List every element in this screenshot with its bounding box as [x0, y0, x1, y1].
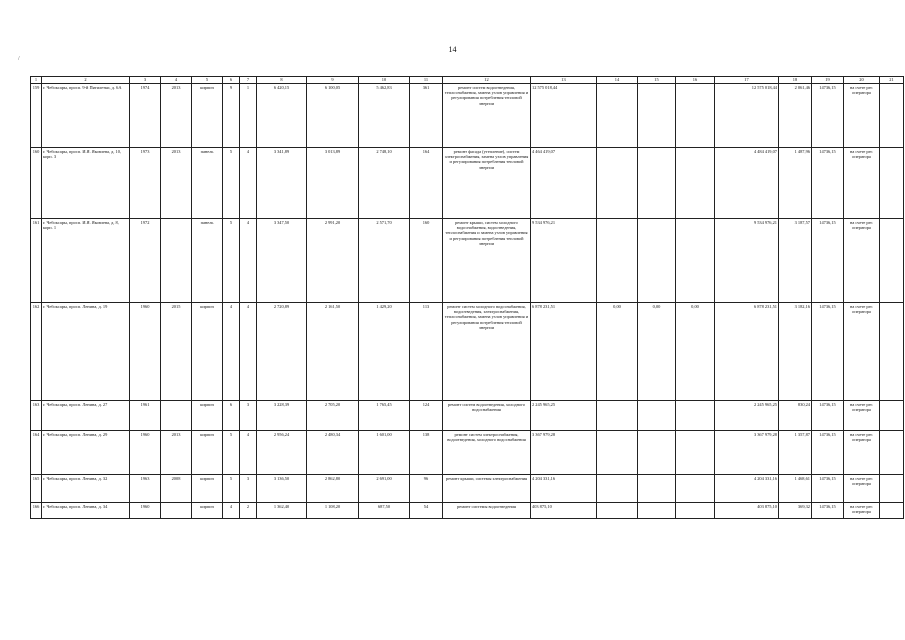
budget-cell: 0,00 — [638, 303, 676, 401]
col-number: 1 — [31, 77, 42, 84]
budget-cell — [638, 503, 676, 519]
address-cell: г. Чебоксары, просп. И.Я. Яковлева, д. 10, корп. 3 — [42, 148, 130, 219]
col-number: 16 — [676, 77, 715, 84]
year-built-cell: 1973 — [130, 148, 161, 219]
col-number: 14 — [597, 77, 638, 84]
total-area-cell: 3 341,89 — [257, 148, 307, 219]
limit-cost-cell: 14736,15 — [812, 401, 844, 431]
owners-funds-cell: 6 878 231,51 — [715, 303, 779, 401]
limit-cost-cell: 14736,15 — [812, 148, 844, 219]
fund-method-cell: на счете рег. оператора — [844, 84, 880, 148]
floors-cell: 5 — [223, 475, 240, 503]
unit-cost-cell: 2 061,46 — [779, 84, 812, 148]
residential-area-cell: 2 691,00 — [359, 475, 410, 503]
empty-cell — [880, 219, 904, 303]
owners-funds-cell: 2 245 965,25 — [715, 401, 779, 431]
floors-cell: 4 — [223, 303, 240, 401]
premises-area-cell: 3 013,89 — [307, 148, 359, 219]
entrances-cell: 2 — [240, 503, 257, 519]
col-number: 19 — [812, 77, 844, 84]
unit-cost-cell: 1 487,96 — [779, 148, 812, 219]
residents-cell: 113 — [410, 303, 443, 401]
wall-material-cell: кирпич — [192, 431, 223, 475]
wall-material-cell: кирпич — [192, 475, 223, 503]
fund-method-cell: на счете рег. оператора — [844, 475, 880, 503]
year-built-cell: 1974 — [130, 84, 161, 148]
residential-area-cell: 1 601,00 — [359, 431, 410, 475]
fund-support-cell — [597, 401, 638, 431]
col-number: 18 — [779, 77, 812, 84]
col-number: 15 — [638, 77, 676, 84]
local-budget-cell: 0,00 — [676, 303, 715, 401]
premises-area-cell: 2 480,34 — [307, 431, 359, 475]
row-number: 163 — [31, 401, 42, 431]
empty-cell — [880, 303, 904, 401]
table-row — [31, 148, 904, 219]
col-number: 11 — [410, 77, 443, 84]
budget-cell — [638, 84, 676, 148]
table-row — [31, 431, 904, 475]
residents-cell: 361 — [410, 84, 443, 148]
residents-cell: 138 — [410, 431, 443, 475]
margin-mark: / — [18, 56, 20, 62]
wall-material-cell: кирпич — [192, 401, 223, 431]
local-budget-cell — [676, 148, 715, 219]
col-number: 7 — [240, 77, 257, 84]
wall-material-cell: панель — [192, 219, 223, 303]
row-number: 159 — [31, 84, 42, 148]
entrances-cell: 4 — [240, 148, 257, 219]
works-cell: ремонт крыши, систем холодного водоснабжения, водоотведения, теплоснабжения и замена узлов управления и регулирования потребления тепловой энергии — [443, 219, 531, 303]
total-cost-cell: 6 878 231,51 — [531, 303, 597, 401]
year-built-cell: 1961 — [130, 401, 161, 431]
owners-funds-cell: 3 367 979,28 — [715, 431, 779, 475]
total-cost-cell: 3 367 979,28 — [531, 431, 597, 475]
total-area-cell: 2 720,89 — [257, 303, 307, 401]
premises-area-cell: 2 161,50 — [307, 303, 359, 401]
address-cell: г. Чебоксары, просп. Ленина, д. 27 — [42, 401, 130, 431]
unit-cost-cell: 3 182,16 — [779, 303, 812, 401]
limit-cost-cell: 14736,15 — [812, 431, 844, 475]
year-repair-cell — [161, 503, 192, 519]
residents-cell: 164 — [410, 148, 443, 219]
row-number: 161 — [31, 219, 42, 303]
year-built-cell: 1963 — [130, 475, 161, 503]
year-repair-cell — [161, 219, 192, 303]
total-cost-cell: 12 575 018,44 — [531, 84, 597, 148]
residential-area-cell: 1 429,20 — [359, 303, 410, 401]
budget-cell — [638, 431, 676, 475]
year-built-cell: 1960 — [130, 431, 161, 475]
works-cell: ремонт системы водоотведения — [443, 503, 531, 519]
limit-cost-cell: 14736,15 — [812, 303, 844, 401]
column-number-row — [31, 77, 904, 84]
owners-funds-cell: 403 875,10 — [715, 503, 779, 519]
year-repair-cell: 2015 — [161, 303, 192, 401]
works-cell: ремонт систем электроснабжения, водоотведения, холодного водоснабжения — [443, 431, 531, 475]
col-number: 21 — [880, 77, 904, 84]
residential-area-cell: 5 462,83 — [359, 84, 410, 148]
wall-material-cell: кирпич — [192, 503, 223, 519]
year-built-cell: 1960 — [130, 503, 161, 519]
total-cost-cell: 2 245 965,25 — [531, 401, 597, 431]
year-repair-cell: 2008 — [161, 475, 192, 503]
works-cell: ремонт крыши, системы электроснабжения — [443, 475, 531, 503]
works-cell: ремонт систем водоотведения, холодного водоснабжения — [443, 401, 531, 431]
fund-support-cell: 0,00 — [597, 303, 638, 401]
col-number: 4 — [161, 77, 192, 84]
empty-cell — [880, 401, 904, 431]
year-repair-cell: 2013 — [161, 148, 192, 219]
empty-cell — [880, 84, 904, 148]
works-cell: ремонт систем водоотведения, теплоснабжения, замена узлов управления и регулирования потребления тепловой энергии — [443, 84, 531, 148]
residents-cell: 160 — [410, 219, 443, 303]
floors-cell: 5 — [223, 219, 240, 303]
entrances-cell: 4 — [240, 431, 257, 475]
local-budget-cell — [676, 431, 715, 475]
residents-cell: 54 — [410, 503, 443, 519]
table-row — [31, 303, 904, 401]
unit-cost-cell: 369,32 — [779, 503, 812, 519]
entrances-cell: 4 — [240, 219, 257, 303]
col-number: 20 — [844, 77, 880, 84]
limit-cost-cell: 14736,15 — [812, 219, 844, 303]
address-cell: г. Чебоксары, просп. Ленина, д. 19 — [42, 303, 130, 401]
residents-cell: 124 — [410, 401, 443, 431]
budget-cell — [638, 219, 676, 303]
row-number: 166 — [31, 503, 42, 519]
premises-area-cell: 2 705,20 — [307, 401, 359, 431]
unit-cost-cell: 1 468,61 — [779, 475, 812, 503]
unit-cost-cell: 3 187,57 — [779, 219, 812, 303]
fund-support-cell — [597, 148, 638, 219]
table-row — [31, 84, 904, 148]
total-cost-cell: 4 204 331,16 — [531, 475, 597, 503]
fund-support-cell — [597, 84, 638, 148]
page-number: 14 — [448, 45, 457, 54]
empty-cell — [880, 503, 904, 519]
local-budget-cell — [676, 84, 715, 148]
local-budget-cell — [676, 219, 715, 303]
col-number: 12 — [443, 77, 531, 84]
residential-area-cell: 2 571,70 — [359, 219, 410, 303]
total-area-cell: 3 228,39 — [257, 401, 307, 431]
row-number: 160 — [31, 148, 42, 219]
year-repair-cell: 2013 — [161, 84, 192, 148]
residential-area-cell: 2 748,10 — [359, 148, 410, 219]
residents-cell: 96 — [410, 475, 443, 503]
budget-cell — [638, 401, 676, 431]
floors-cell: 6 — [223, 401, 240, 431]
col-number: 3 — [130, 77, 161, 84]
fund-support-cell — [597, 503, 638, 519]
address-cell: г. Чебоксары, просп. Ленина, д. 32 — [42, 475, 130, 503]
total-cost-cell: 4 464 419,07 — [531, 148, 597, 219]
total-area-cell: 2 956,24 — [257, 431, 307, 475]
limit-cost-cell: 14736,15 — [812, 84, 844, 148]
fund-method-cell: на счете рег. оператора — [844, 431, 880, 475]
local-budget-cell — [676, 475, 715, 503]
unit-cost-cell: 1 357,87 — [779, 431, 812, 475]
row-number: 165 — [31, 475, 42, 503]
fund-method-cell: на счете рег. оператора — [844, 148, 880, 219]
residential-area-cell: 1 765,45 — [359, 401, 410, 431]
wall-material-cell: кирпич — [192, 303, 223, 401]
col-number: 6 — [223, 77, 240, 84]
col-number: 10 — [359, 77, 410, 84]
address-cell: г. Чебоксары, просп. Ленина, д. 29 — [42, 431, 130, 475]
table-row — [31, 219, 904, 303]
owners-funds-cell: 9 534 976,21 — [715, 219, 779, 303]
entrances-cell: 3 — [240, 475, 257, 503]
col-number: 8 — [257, 77, 307, 84]
empty-cell — [880, 431, 904, 475]
table-row — [31, 503, 904, 519]
year-repair-cell: 2013 — [161, 431, 192, 475]
floors-cell: 9 — [223, 84, 240, 148]
total-area-cell: 1 362,40 — [257, 503, 307, 519]
address-cell: г. Чебоксары, просп. И.Я. Яковлева, д. 8, корп. 1 — [42, 219, 130, 303]
fund-method-cell: на счете рег. оператора — [844, 401, 880, 431]
works-cell: ремонт систем холодного водоснабжения, водоотведения, электроснабжения, теплоснабжения, замена узлов управления и регулирования потребления тепловой энергии — [443, 303, 531, 401]
local-budget-cell — [676, 401, 715, 431]
repair-program-table — [30, 76, 904, 519]
total-cost-cell: 9 534 976,21 — [531, 219, 597, 303]
owners-funds-cell: 4 204 331,16 — [715, 475, 779, 503]
premises-area-cell: 2 991,20 — [307, 219, 359, 303]
budget-cell — [638, 148, 676, 219]
budget-cell — [638, 475, 676, 503]
col-number: 2 — [42, 77, 130, 84]
fund-method-cell: на счете рег. оператора — [844, 503, 880, 519]
address-cell: г. Чебоксары, просп. Ленина, д. 34 — [42, 503, 130, 519]
owners-funds-cell: 4 484 419,07 — [715, 148, 779, 219]
total-area-cell: 3 347,50 — [257, 219, 307, 303]
fund-method-cell: на счете рег. оператора — [844, 219, 880, 303]
entrances-cell: 4 — [240, 303, 257, 401]
fund-support-cell — [597, 475, 638, 503]
local-budget-cell — [676, 503, 715, 519]
wall-material-cell: панель — [192, 148, 223, 219]
year-built-cell: 1960 — [130, 303, 161, 401]
wall-material-cell: кирпич — [192, 84, 223, 148]
limit-cost-cell: 14736,15 — [812, 503, 844, 519]
limit-cost-cell: 14736,15 — [812, 475, 844, 503]
unit-cost-cell: 830,24 — [779, 401, 812, 431]
floors-cell: 4 — [223, 503, 240, 519]
premises-area-cell: 6 100,05 — [307, 84, 359, 148]
year-built-cell: 1972 — [130, 219, 161, 303]
floors-cell: 5 — [223, 431, 240, 475]
owners-funds-cell: 12 575 018,44 — [715, 84, 779, 148]
row-number: 162 — [31, 303, 42, 401]
fund-support-cell — [597, 431, 638, 475]
fund-support-cell — [597, 219, 638, 303]
address-cell: г. Чебоксары, просп. 9-й Пятилетки, д. 6А — [42, 84, 130, 148]
entrances-cell: 1 — [240, 84, 257, 148]
floors-cell: 5 — [223, 148, 240, 219]
empty-cell — [880, 148, 904, 219]
table-row — [31, 475, 904, 503]
col-number: 9 — [307, 77, 359, 84]
col-number: 17 — [715, 77, 779, 84]
total-cost-cell: 403 875,10 — [531, 503, 597, 519]
works-cell: ремонт фасада (утепление), систем электроснабжения, замена узлов управления и регулирования потребления тепловой энергии — [443, 148, 531, 219]
year-repair-cell — [161, 401, 192, 431]
empty-cell — [880, 475, 904, 503]
premises-area-cell: 2 862,80 — [307, 475, 359, 503]
residential-area-cell: 687,50 — [359, 503, 410, 519]
col-number: 13 — [531, 77, 597, 84]
table-row — [31, 401, 904, 431]
total-area-cell: 3 136,50 — [257, 475, 307, 503]
col-number: 5 — [192, 77, 223, 84]
fund-method-cell: на счете рег. оператора — [844, 303, 880, 401]
entrances-cell: 3 — [240, 401, 257, 431]
row-number: 164 — [31, 431, 42, 475]
premises-area-cell: 1 108,20 — [307, 503, 359, 519]
total-area-cell: 6 420,15 — [257, 84, 307, 148]
